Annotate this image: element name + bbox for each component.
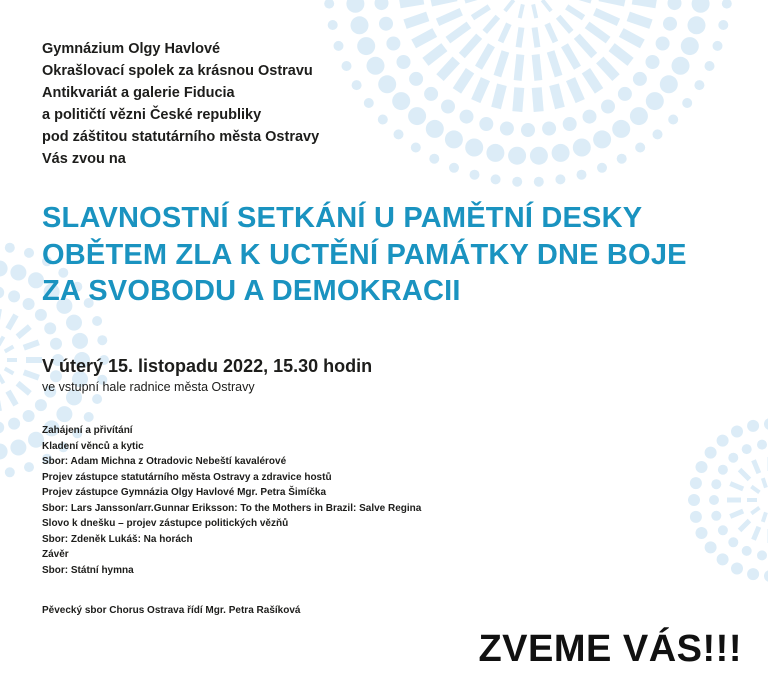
program-item: Slovo k dnešku – projev zástupce politických vězňů [42, 518, 289, 529]
organizer-line: Okrašlovací spolek za krásnou Ostravu [42, 63, 313, 79]
event-venue: ve vstupní hale radnice města Ostravy [42, 380, 255, 394]
organizers-list [42, 38, 319, 170]
organizer-line: Antikvariát a galerie Fiducia [42, 85, 235, 101]
organizer-line: a političtí vězni České republiky [42, 107, 262, 123]
event-title-line: ZA SVOBODU A DEMOKRACII [42, 275, 461, 307]
event-title-line: OBĚTEM ZLA K UCTĚNÍ PAMÁTKY DNE BOJE [42, 238, 687, 271]
program-item: Zahájení a přivítání [42, 425, 133, 436]
event-title-line: SLAVNOSTNÍ SETKÁNÍ U PAMĚTNÍ DESKY [42, 202, 643, 234]
program-item: Sbor: Adam Michna z Otradovic Nebeští kavalérové [42, 456, 287, 467]
program-item: Projev zástupce statutárního města Ostravy a zdravice hostů [42, 471, 332, 483]
event-title [42, 200, 687, 310]
program-item: Sbor: Lars Jansson/arr.Gunnar Eriksson: To the Mothers in Brazil: Salve Regina [42, 502, 422, 514]
program-item: Kladení věnců a kytic [42, 440, 144, 452]
program-item: Závěr [42, 549, 69, 560]
program-item: Sbor: Státní hymna [42, 564, 134, 576]
invite-phrase: Vás zvou na [42, 151, 126, 167]
choir-note: Pěvecký sbor Chorus Ostrava řídí Mgr. Petra Rašíková [42, 605, 301, 616]
event-date: V úterý 15. listopadu 2022, 15.30 hodin [42, 356, 373, 376]
program-item: Sbor: Zdeněk Lukáš: Na horách [42, 533, 193, 545]
invitation-slogan: ZVEME VÁS!!! [478, 628, 742, 670]
organizer-line: Gymnázium Olgy Havlové [42, 41, 221, 57]
organizer-line: pod záštitou statutárního města Ostravy [42, 129, 320, 145]
program-list [42, 423, 421, 578]
program-item: Projev zástupce Gymnázia Olgy Havlové Mgr. Petra Šimíčka [42, 487, 327, 498]
